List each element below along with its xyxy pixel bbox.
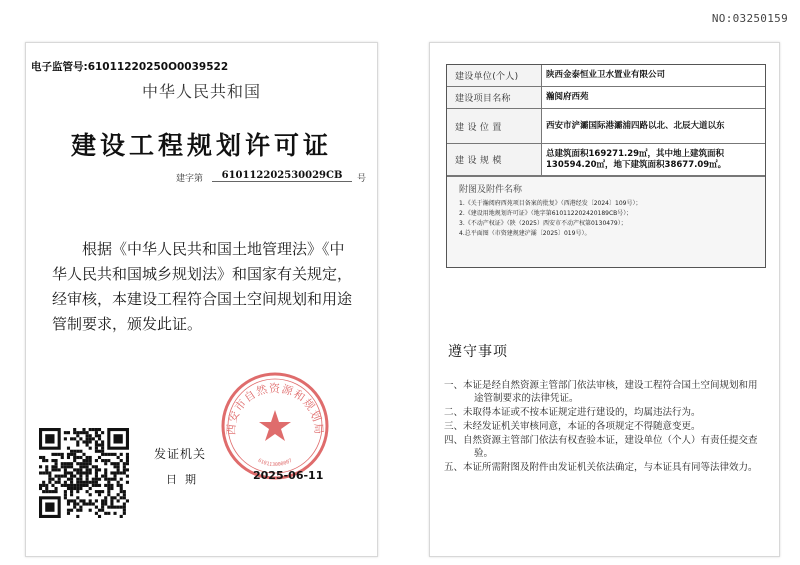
certificate-number-suffix: 号	[356, 174, 366, 184]
info-row-scale	[447, 144, 765, 176]
compliance-item: 五、本证所需附图及附件由发证机关依法确定，与本证具有同等法律效力。	[444, 462, 758, 473]
seal-code: 610113000007	[256, 457, 294, 469]
attachments-box	[447, 176, 765, 267]
svg-text:610113000007	[257, 458, 293, 468]
info-label: 建 设 规 模	[447, 144, 542, 175]
attachment-item: 2.《建设用地规划许可证》（地字第610112202420189CB号）；	[459, 210, 633, 217]
issuing-authority-label: 发证机关	[154, 447, 207, 461]
attachments-title: 附图及附件名称	[459, 185, 523, 195]
compliance-item: 四、自然资源主管部门依法有权查验本证，建设单位（个人）有责任提交查验。	[444, 435, 758, 459]
info-row-project-name	[447, 87, 765, 109]
compliance-item: 二、未取得本证或不按本证规定进行建设的，均属违法行为。	[444, 407, 701, 418]
certificate-back-page	[429, 42, 780, 557]
info-value	[542, 87, 765, 108]
date-label: 日期	[166, 473, 204, 486]
issue-date: 2025-06-11	[253, 469, 324, 482]
info-label: 建设项目名称	[447, 87, 542, 108]
body-line: 华人民共和国城乡规划法》和国家有关规定，	[52, 265, 353, 283]
country-name: 中华人民共和国	[141, 82, 261, 101]
certificate-front-page	[25, 42, 378, 557]
compliance-item: 三、未经发证机关审核同意，本证的各项规定不得随意变更。	[444, 421, 701, 432]
info-value	[542, 144, 765, 175]
attachment-item: 4.总平面图（市资建规建浐灞〔2025〕019号）。	[459, 230, 591, 237]
compliance-title: 遵守事项	[448, 344, 508, 360]
attachments-list	[459, 199, 759, 239]
body-line: 管制要求，颁发此证。	[52, 315, 203, 333]
info-row-location	[447, 109, 765, 144]
info-label: 建 设 位 置	[447, 109, 542, 143]
info-value-line: 130594.20㎡，地下建筑面积38677.09㎡。	[546, 159, 727, 170]
info-value-line: 瀚阅府西苑	[546, 92, 589, 102]
certificate-number-row	[176, 166, 366, 184]
info-value-line: 总建筑面积169271.29㎡，其中地上建筑面积	[546, 148, 725, 159]
attachment-item: 1.《关于瀚阅府西苑项目备案的批复》（西港经发〔2024〕109号）；	[459, 200, 642, 207]
project-info-table	[446, 64, 766, 268]
certificate-number-prefix: 建字第	[176, 174, 204, 184]
compliance-list	[444, 379, 766, 475]
seal-text: 西安市自然资源和规划局	[224, 382, 326, 436]
body-line: 经审核，本建设工程符合国土空间规划和用途	[52, 290, 353, 308]
certificate-body-text	[52, 237, 370, 337]
info-row-builder	[447, 65, 765, 87]
info-value	[542, 65, 765, 86]
qr-code-icon	[39, 428, 129, 518]
attachment-item: 3.《不动产权证》（陕（2025）西安市不动产权第0130479）；	[459, 220, 627, 227]
info-label: 建设单位(个人)	[447, 65, 542, 86]
info-value-line: 西安市浐灞国际港灞浦四路以北、北辰大道以东	[546, 120, 725, 131]
certificate-title: 建设工程规划许可证	[70, 131, 332, 160]
certificate-number: 610112202530029CB	[212, 170, 352, 182]
compliance-item: 一、本证是经自然资源主管部门依法审核，建设工程符合国土空间规划和用途管制要求的法律凭证。	[444, 380, 758, 404]
electronic-supervision-code: 电子监管号:61011220250O0039522	[31, 61, 229, 73]
info-value-line: 陕西金泰恒业卫水置业有限公司	[546, 70, 666, 80]
body-line: 根据《中华人民共和国土地管理法》《中	[82, 240, 345, 258]
document-number: NO:03250159	[711, 12, 788, 25]
official-seal-icon	[219, 370, 331, 482]
info-value	[542, 109, 765, 143]
